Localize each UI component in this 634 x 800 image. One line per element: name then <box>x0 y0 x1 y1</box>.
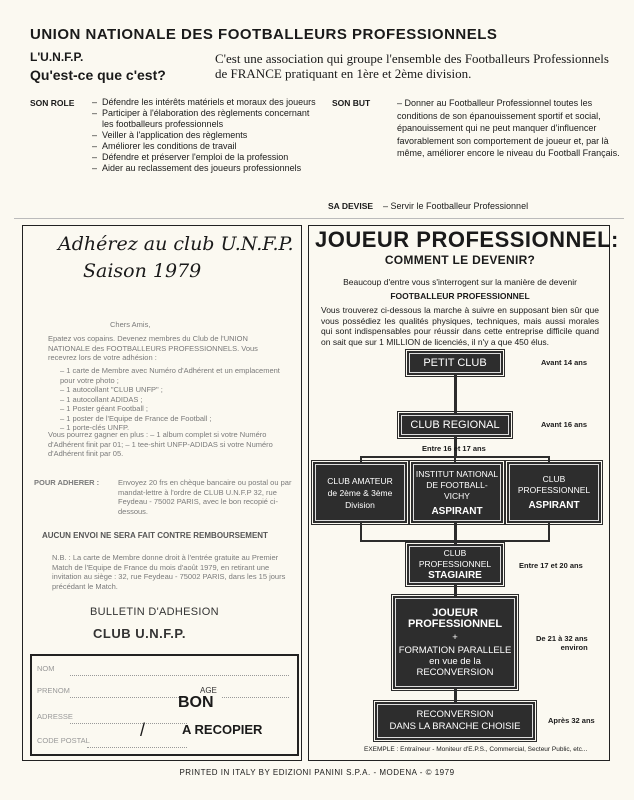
age-field[interactable] <box>222 697 289 698</box>
association-text: C'est une association qui groupe l'ensemble des Footballeurs Professionnels de FRANCE pratiquant en 1ère et 2ème division. <box>215 51 609 81</box>
role-item: – Participer à l'élaboration des règlements concernant les footballeurs professionnels <box>92 108 322 130</box>
connector-line <box>454 522 457 544</box>
gift-item: – 1 autocollant "CLUB UNFP" ; <box>48 385 288 395</box>
connector-line <box>548 522 550 540</box>
age-before-14: Avant 14 ans <box>541 358 587 367</box>
club-heading: CLUB U.N.F.P. <box>93 626 186 641</box>
pour-adherer-label: POUR ADHERER : <box>34 478 100 487</box>
greeting: Chers Amis, <box>110 320 151 329</box>
age-16-17: Entre 16 et 17 ans <box>422 444 486 453</box>
stagiaire-label: STAGIAIRE <box>428 570 482 581</box>
club-amateur-division-2: Division <box>345 499 375 510</box>
bon-label: BON <box>178 694 214 711</box>
prenom-field[interactable] <box>70 697 187 698</box>
career-subtitle: COMMENT LE DEVENIR? <box>384 253 536 267</box>
club-regional-label: CLUB REGIONAL <box>410 419 500 431</box>
joueur-pro-label: JOUEUR <box>432 606 478 619</box>
formation-label-2: en vue de la <box>429 655 481 667</box>
devise-label: SA DEVISE <box>328 201 374 211</box>
footer-printed: PRINTED IN ITALY BY EDIZIONI PANINI S.P.A. - MODENA - © 1979 <box>179 768 455 777</box>
code-postal-field[interactable] <box>87 747 187 748</box>
club-amateur-node <box>313 462 407 523</box>
role-item: – Veiller à l'application des règlements <box>92 130 322 141</box>
institut-label-2: DE FOOTBALL-VICHY <box>426 479 488 501</box>
devise-text: – Servir le Footballeur Professionnel <box>383 201 529 211</box>
role-item: – Améliorer les conditions de travail <box>92 141 322 152</box>
prenom-label: PRENOM <box>37 686 70 695</box>
club-pro-label-2: PROFESSIONNEL <box>517 485 591 495</box>
institut-label: INSTITUT NATIONAL <box>415 468 499 479</box>
stagiaire-club-label-2: PROFESSIONNEL <box>418 559 492 569</box>
adherez-heading: Adhérez au club U.N.F.P. <box>58 233 294 255</box>
stagiaire-club-label: CLUB <box>443 548 467 558</box>
role-list <box>92 97 322 174</box>
club-amateur-division: de 2ème & 3ème <box>327 487 393 498</box>
career-fp: FOOTBALLEUR PROFESSIONNEL <box>390 291 530 301</box>
formation-label: FORMATION PARALLELE <box>398 644 512 656</box>
age-after-32: Après 32 ans <box>548 716 595 725</box>
connector-line <box>454 688 457 702</box>
nom-field[interactable] <box>70 675 289 676</box>
unfp-label: L'U.N.F.P. <box>30 50 84 64</box>
recopier-label: A RECOPIER <box>182 722 263 737</box>
nb-note: N.B. : La carte de Membre donne droit à l'entrée gratuite au Premier Match de l'Equipe de France du mois d'août 1979, en retirant une invitation au siège : 32, rue Feydeau - 75002 PARIS, dans les 15 jours précédant le Match. <box>52 553 286 591</box>
reconversion-label-2: DANS LA BRANCHE CHOISIE <box>389 721 521 732</box>
career-body: Vous trouverez ci-dessous la marche à suivre en supposant bien sûr que vous possédiez les qualités physiques, techniques, mais aussi morales qui sont indispensables pour réussir dans cette entreprise difficile quand on sait que sur 1 MILLION de licenciés, il n'y a que 450 élus. <box>321 305 599 347</box>
handwritten-mark: / <box>140 720 146 740</box>
age-label: AGE <box>200 686 217 695</box>
institut-node <box>411 462 503 523</box>
page-title: UNION NATIONALE DES FOOTBALLEURS PROFESSIONNELS <box>30 26 498 43</box>
gift-item: – 1 poster de l'Equipe de France de Football ; <box>48 414 288 424</box>
gifts-list <box>48 366 288 433</box>
bulletin-heading: BULLETIN D'ADHESION <box>90 606 219 618</box>
plus-sign: + <box>452 631 458 643</box>
gift-item: – 1 autocollant ADIDAS ; <box>48 395 288 405</box>
joueur-pro-label-2: PROFESSIONNEL <box>407 617 503 630</box>
but-text: – Donner au Footballeur Professionnel toutes les conditions de son épanouissement sportif et social, épanouissement qui ne peut manquer d'influencer favorablement son comportement de joueur et, par là même, améliorer encore le niveau du Football Français. <box>397 98 620 158</box>
role-item: – Défendre et préserver l'emploi de la profession <box>92 152 322 163</box>
role-label: SON ROLE <box>30 98 75 108</box>
reconversion-label: RECONVERSION <box>416 709 494 720</box>
age-21-32-label: De 21 à 32 ans <box>536 634 588 643</box>
club-regional-node <box>399 413 511 437</box>
no-cod-notice: AUCUN ENVOI NE SERA FAIT CONTRE REMBOURSEMENT <box>42 531 268 540</box>
gift-item: – 1 carte de Membre avec Numéro d'Adhérent et un emplacement pour votre photo ; <box>48 366 288 385</box>
saison-heading: Saison 1979 <box>83 260 202 282</box>
connector-line <box>360 522 362 540</box>
adhesion-intro: Epatez vos copains. Devenez membres du Club de l'UNION NATIONALE des FOOTBALLEURS PROFESSIONNELS. Vous recevrez lors de votre adhésion : <box>48 334 258 362</box>
aspirant-label: ASPIRANT <box>528 500 580 511</box>
formation-label-3: RECONVERSION <box>416 666 494 678</box>
connector-line <box>454 374 457 414</box>
career-intro: Beaucoup d'entre vous s'interrogent sur la manière de devenir <box>343 277 577 287</box>
question-heading: Qu'est-ce que c'est? <box>30 67 166 83</box>
age-before-16: Avant 16 ans <box>541 420 587 429</box>
role-item: – Défendre les intérêts matériels et moraux des joueurs <box>92 97 322 108</box>
age-21-32-environ: environ <box>560 643 588 652</box>
but-label: SON BUT <box>332 98 371 108</box>
code-postal-label: CODE POSTAL <box>37 736 90 745</box>
club-amateur-label: CLUB AMATEUR <box>327 475 393 486</box>
reconversion-node <box>375 702 535 740</box>
section-divider <box>14 218 624 219</box>
age-21-32 <box>536 634 588 652</box>
club-stagiaire-node <box>407 544 503 585</box>
club-pro-label: CLUB <box>542 474 566 484</box>
connector-line <box>454 584 457 596</box>
nom-label: NOM <box>37 664 55 673</box>
club-pro-aspirant-node <box>507 462 601 523</box>
pour-adherer-text: Envoyez 20 frs en chèque bancaire ou postal ou par mandat-lettre à l'ordre de CLUB U.N.F.P 32, rue Feydeau - 75002 PARIS, avec le bon recopié ci-dessous. <box>118 478 292 516</box>
gift-item: – 1 porte-clés UNFP. <box>48 423 288 433</box>
joueur-pro-node <box>393 596 517 689</box>
adresse-field[interactable] <box>70 723 187 724</box>
career-title: JOUEUR PROFESSIONNEL: <box>315 227 619 252</box>
gift-item: – 1 Poster géant Football ; <box>48 404 288 414</box>
membership-form <box>30 654 299 756</box>
petit-club-node <box>407 351 503 375</box>
petit-club-label: PETIT CLUB <box>423 357 487 369</box>
role-item: – Aider au reclassement des joueurs professionnels <box>92 163 322 174</box>
prizes-text: Vous pourrez gagner en plus : – 1 album complet si votre Numéro d'Adhérent finit par 01; – 1 tee-shirt UNFP-ADIDAS si votre Numéro d'Adhérent finit par 05. <box>48 430 273 458</box>
exemple-note: EXEMPLE : Entraîneur - Moniteur d'E.P.S., Commercial, Secteur Public, etc... <box>364 746 588 753</box>
adresse-label: ADRESSE <box>37 712 73 721</box>
aspirant-label: ASPIRANT <box>431 505 483 517</box>
age-17-20: Entre 17 et 20 ans <box>519 561 583 570</box>
